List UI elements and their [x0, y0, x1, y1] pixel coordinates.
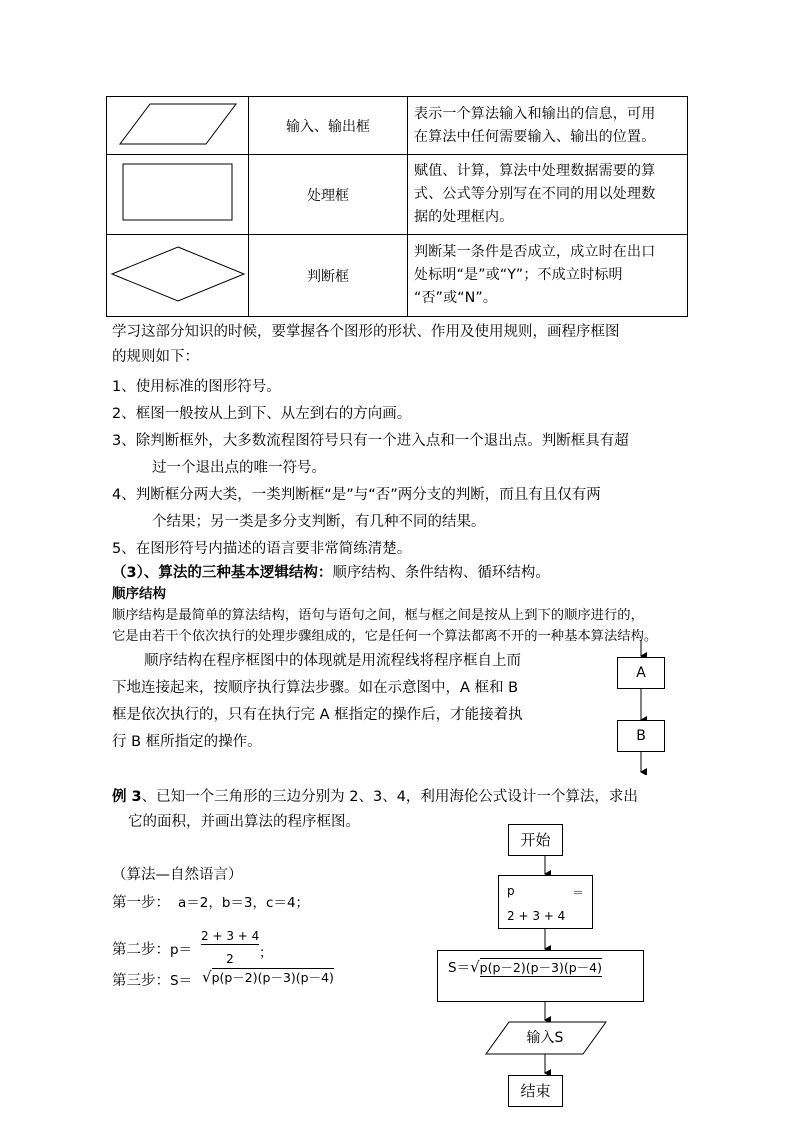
fraction [201, 928, 259, 967]
text-line: 框是依次执行的，只有在执行完 A 框指定的操作后，才能接着执 [112, 707, 523, 723]
list-item: 3、除判断框外，大多数流程图符号只有一个进入点和一个退出点。判断框具有超 [112, 433, 629, 449]
desc-line: “否”或“N”。 [414, 290, 498, 306]
radicand: p(p－2)(p－3)(p－4) [211, 970, 334, 985]
step-end: ； [259, 945, 273, 961]
box-b: B [617, 720, 665, 752]
symbol-name: 判断框 [249, 235, 408, 317]
symbol-description [408, 235, 688, 317]
symbol-name: 处理框 [249, 155, 408, 235]
desc-line: 判断某一条件是否成立，成立时在出口 [414, 244, 656, 260]
flowchart-symbols-table [106, 96, 688, 317]
radical-expression [202, 968, 334, 986]
text-line: 行 B 框所指定的操作。 [112, 734, 262, 750]
process-var: S＝ [448, 960, 471, 976]
step-label: 第三步： [112, 973, 170, 989]
step-label: 第二步： [112, 942, 170, 958]
text-line [112, 785, 638, 810]
shape-cell [107, 97, 249, 155]
desc-line: 在算法中任何需要输入、输出的位置。 [414, 128, 656, 145]
list-item: 2、框图一般按从上到下、从左到右的方向画。 [112, 406, 412, 422]
text-line: 下地连接起来，按顺序执行算法步骤。如在示意图中，A 框和 B [112, 680, 519, 696]
section-heading [112, 561, 550, 586]
algorithm-step-3 [112, 969, 192, 994]
fraction-numerator: 2 + 3 + 4 [201, 929, 260, 943]
process-var: p [507, 884, 515, 898]
rectangle-icon [122, 163, 234, 223]
process-box-s [437, 950, 644, 1002]
diamond-icon [110, 246, 246, 302]
step-label: 第一步： [112, 895, 170, 911]
algorithm-step-1 [112, 891, 309, 916]
algorithm-step-2 [112, 938, 192, 963]
symbol-name: 输入、输出框 [249, 97, 408, 155]
text-line: 它的面积，并画出算法的程序框图。 [128, 814, 360, 830]
rules-list [112, 374, 629, 563]
example-text: 、已知一个三角形的三边分别为 2、3、4，利用海伦公式设计一个算法，求出 [141, 789, 638, 805]
text-line: 顺序结构是最简单的算法结构，语句与语句之间，框与框之间是按从上到下的顺序进行的， [112, 608, 644, 623]
step-text: S＝ [170, 973, 193, 989]
parallelogram-icon [118, 103, 238, 145]
sqrt-sign: √ [470, 958, 480, 976]
symbol-description [408, 155, 688, 235]
text-line: 顺序结构在程序框图中的体现就是用流程线将程序框自上而 [144, 653, 521, 669]
intro-paragraph [112, 320, 620, 370]
example-label: 例 3 [112, 789, 142, 805]
section-heading-bold: （3）、算法的三种基本逻辑结构： [112, 565, 333, 581]
sequence-description [112, 605, 657, 647]
shape-cell [107, 235, 249, 317]
table-row [107, 97, 688, 155]
desc-line: 表示一个算法输入和输出的信息，可用 [414, 105, 656, 122]
section-heading-text: 顺序结构、条件结构、循环结构。 [332, 565, 550, 581]
sqrt-sign: √ [202, 968, 212, 986]
list-item: 4、判断框分两大类，一类判断框“是”与“否”两分支的判断，而且有且仅有两 [112, 487, 601, 503]
end-box: 结束 [508, 1075, 563, 1107]
box-a: A [617, 657, 665, 689]
text-line: 学习这部分知识的时候，要掌握各个图形的形状、作用及使用规则，画程序框图 [112, 324, 620, 340]
text-line: 它是由若干个依次执行的处理步骤组成的，它是任何一个算法都离不开的一种基本算法结构。 [112, 629, 658, 644]
desc-line: 式、公式等分别写在不同的用以处理数 [414, 186, 656, 202]
table-row [107, 155, 688, 235]
desc-line: 据的处理框内。 [414, 209, 514, 225]
list-item: 过一个退出点的唯一符号。 [152, 460, 326, 476]
process-box-p [498, 875, 593, 929]
output-label: 输入S [526, 1030, 564, 1046]
symbol-description [408, 97, 688, 155]
process-eq: ＝ [571, 886, 584, 900]
shape-cell [107, 155, 249, 235]
start-box: 开始 [508, 824, 563, 856]
text-line: 的规则如下： [112, 349, 199, 365]
radicand: p(p－2)(p－3)(p－4) [479, 960, 602, 975]
list-item: 5、在图形符号内描述的语言要非常简练清楚。 [112, 541, 412, 557]
step-text: p＝ [170, 942, 193, 958]
algorithm-heading: （算法—自然语言） [112, 867, 243, 883]
list-item: 1、使用标准的图形符号。 [112, 379, 281, 395]
table-row [107, 235, 688, 317]
subsection-title: 顺序结构 [112, 586, 166, 602]
step-text: a＝2，b＝3，c＝4； [178, 895, 310, 911]
process-line [507, 884, 584, 901]
desc-line: 处标明“是”或“Y”；不成立时标明 [414, 267, 623, 283]
process-expression: 2 + 3 + 4 [507, 909, 566, 923]
fraction-denominator: 2 [226, 952, 234, 966]
list-item: 个结果；另一类是多分支判断，有几种不同的结果。 [152, 514, 486, 530]
desc-line: 赋值、计算，算法中处理数据需要的算 [414, 163, 656, 179]
sequence-paragraph [112, 648, 523, 756]
